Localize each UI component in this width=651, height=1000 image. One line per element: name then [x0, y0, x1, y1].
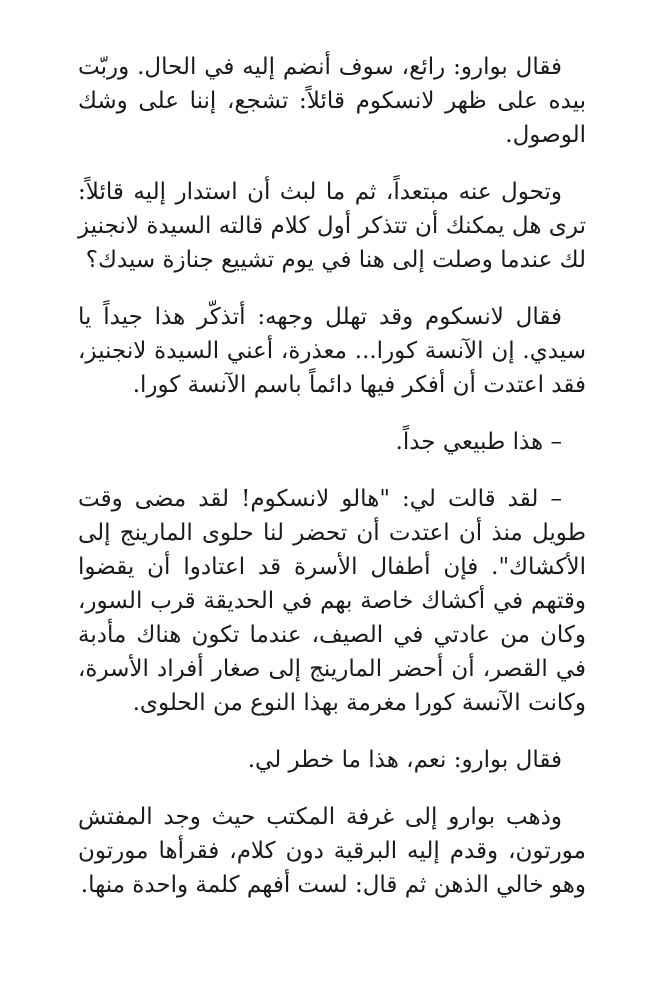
paragraph-7: وذهب بوارو إلى غرفة المكتب حيث وجد المفتش مورتون، وقدم إليه البرقية دون كلام، فقرأها مورتون وهو خالي الذهن ثم قال: لست أفهم كلمة واحدة منها. — [78, 804, 586, 898]
book-page — [78, 50, 586, 925]
paragraph-1: فقال بوارو: رائع، سوف أنضم إليه في الحال. وربّت بيده على ظهر لانسكوم قائلاً: تشجع، إننا على وشك الوصول. — [78, 54, 586, 148]
paragraph-4: – هذا طبيعي جداً. — [395, 429, 562, 455]
paragraph-6: فقال بوارو: نعم، هذا ما خطر لي. — [247, 747, 562, 773]
paragraph-3: فقال لانسكوم وقد تهلل وجهه: أتذكّر هذا جيداً يا سيدي. إن الآنسة كورا... معذرة، أعني السيدة لانجنيز، فقد اعتدت أن أفكر فيها دائماً باسم الآنسة كورا. — [78, 304, 586, 398]
paragraph-2: وتحول عنه مبتعداً، ثم ما لبث أن استدار إليه قائلاً: ترى هل يمكنك أن تتذكر أول كلام قالته السيدة لانجنيز لك عندما وصلت إلى هنا في يوم تشييع جنازة سيدك؟ — [78, 179, 586, 273]
paragraph-5: – لقد قالت لي: "هالو لانسكوم! لقد مضى وقت طويل منذ أن اعتدت أن تحضر لنا حلوى المارينج إلى الأكشاك". فإن أطفال الأسرة قد اعتادوا أن يقضوا وقتهم في أكشاك خاصة بهم في الحديقة قرب السور، وكان من عادتي في الصيف، عندما تكون هناك مأدبة في القصر، أن أحضر المارينج إلى صغار أفراد الأسرة، وكانت الآنسة كورا مغرمة بهذا النوع من الحلوى. — [78, 486, 586, 716]
